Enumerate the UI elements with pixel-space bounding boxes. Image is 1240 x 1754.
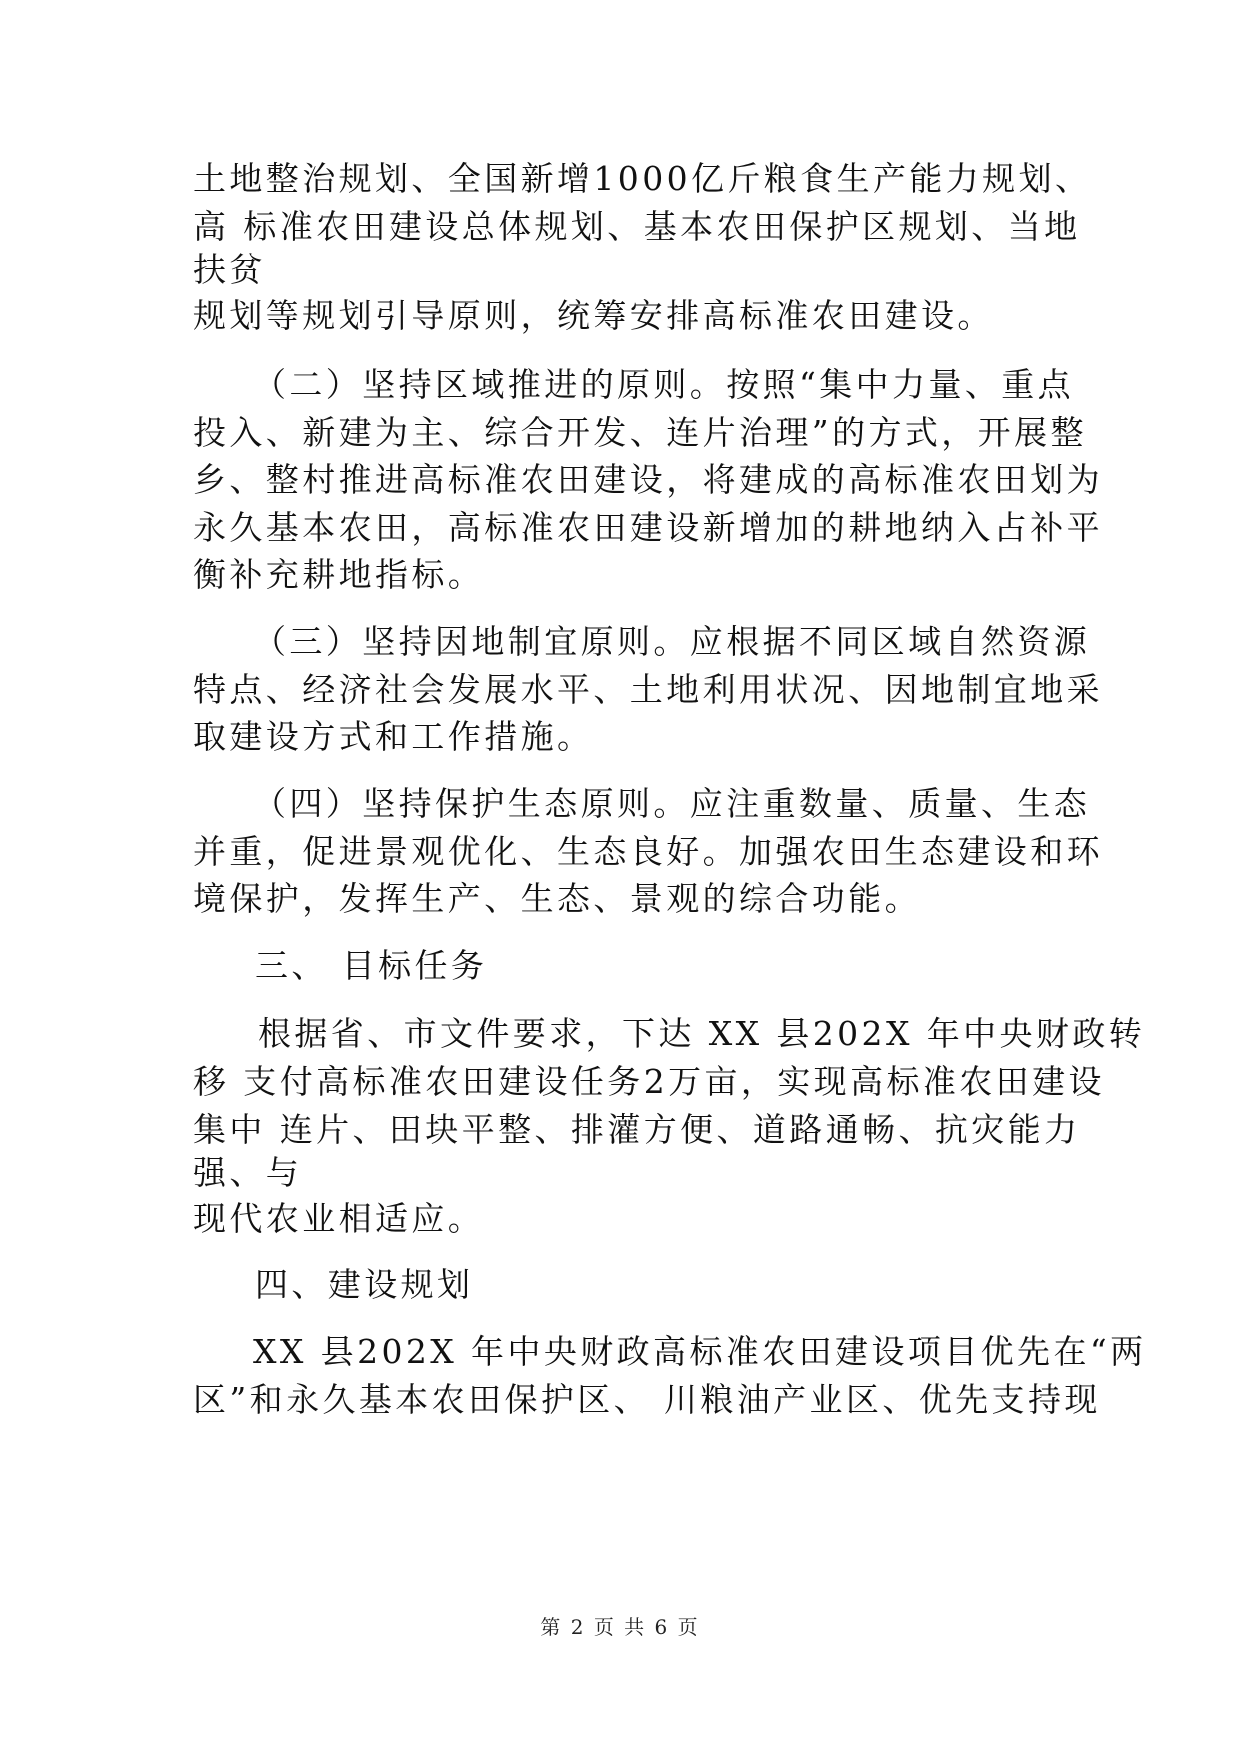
p6-line-1: XX 县202X 年中央财政高标准农田建设项目优先在“两 [253,1332,1147,1371]
p1-line-2: 高 标准农田建设总体规划、基本农田保护区规划、当地 [193,207,1081,246]
p2-line-2: 投入、新建为主、综合开发、连片治理”的方式，开展整 [193,413,1087,452]
p2-line-1: （二）坚持区域推进的原则。按照“集中力量、重点 [253,365,1075,404]
p2-line-3: 乡、整村推进高标准农田建设，将建成的高标准农田划为 [193,460,1103,499]
p5-line-2: 移 支付高标准农田建设任务2万亩，实现高标准农田建设 [193,1062,1105,1101]
p1-line-3: 扶贫 [193,250,266,289]
p2-line-4: 永久基本农田，高标准农田建设新增加的耕地纳入占补平 [193,508,1103,547]
p3-line-1: （三）坚持因地制宜原则。应根据不同区域自然资源 [253,622,1091,661]
p4-line-1: （四）坚持保护生态原则。应注重数量、质量、生态 [253,784,1091,823]
p5-line-5: 现代农业相适应。 [193,1199,485,1238]
page-number-footer: 第 2 页 共 6 页 [540,1615,700,1639]
section-heading-3: 三、 目标任务 [255,946,488,985]
p5-line-1: 根据省、市文件要求，下达 XX 县202X 年中央财政转 [258,1014,1146,1053]
p2-line-5: 衡补充耕地指标。 [193,555,485,594]
p3-line-2: 特点、经济社会发展水平、土地利用状况、因地制宜地采 [193,670,1103,709]
p1-line-4: 规划等规划引导原则，统筹安排高标准农田建设。 [193,296,994,335]
section-heading-4: 四、建设规划 [255,1265,474,1304]
p1-line-1: 土地整治规划、全国新增1000亿斤粮食生产能力规划、 [193,159,1092,198]
p4-line-2: 并重，促进景观优化、生态良好。加强农田生态建设和环 [193,832,1103,871]
p6-line-2: 区”和永久基本农田保护区、 川粮油产业区、优先支持现 [193,1380,1101,1419]
p3-line-3: 取建设方式和工作措施。 [193,717,594,756]
p5-line-3: 集中 连片、田块平整、排灌方便、道路通畅、抗灾能力 [193,1110,1081,1149]
p5-line-4: 强、与 [193,1153,303,1192]
p4-line-3: 境保护，发挥生产、生态、景观的综合功能。 [193,879,921,918]
